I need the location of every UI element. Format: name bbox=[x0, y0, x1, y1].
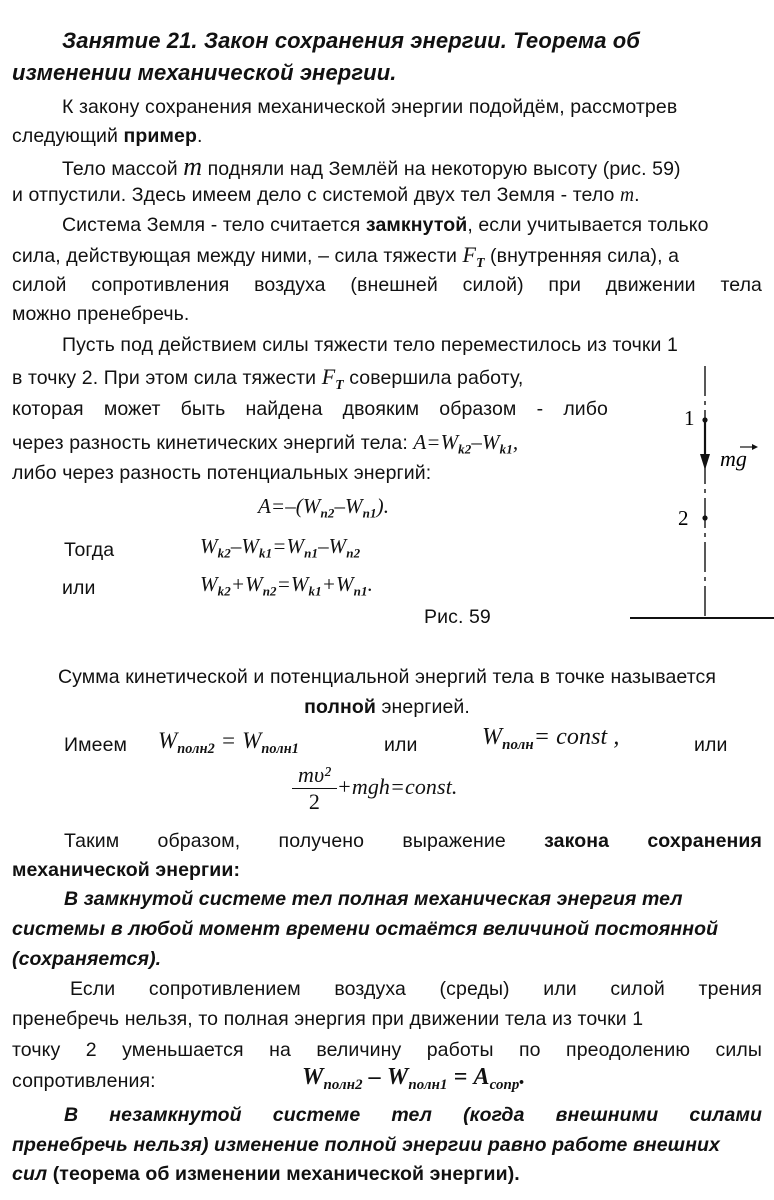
para3-line3: силой сопротивления воздуха (внешней силой) при движении тела bbox=[12, 274, 762, 296]
law-intro-line1: Таким образом, получено выражение закона сохранения bbox=[64, 830, 762, 852]
para3-line1: Система Земля - тело считается замкнутой, если учитывается только bbox=[62, 214, 709, 236]
resistance-line1: Если сопротивлением воздуха (среды) или силой трения bbox=[70, 978, 762, 1000]
theorem-line2: пренебречь нельзя) изменение полной энергии равно работе внешних bbox=[12, 1134, 720, 1156]
sum-definition-line2: полной энергией. bbox=[304, 696, 470, 718]
or-label: или bbox=[62, 577, 96, 599]
para4-line1: Пусть под действием силы тяжести тело переместилось из точки 1 bbox=[62, 334, 679, 356]
force-mg-label: mg bbox=[720, 446, 747, 471]
total-energy-equality-formula: $W_{полн2} = W_{полн1}$ bbox=[158, 728, 299, 757]
work-potential-formula: $A=-(W_{п2}-W_{п1})$. bbox=[258, 494, 390, 521]
para3-line2: сила, действующая между ними, – сила тяжести $F_T$ (внутренняя сила), а bbox=[12, 242, 680, 270]
gravity-arrowhead-icon bbox=[700, 454, 710, 470]
lesson-title-line1: Занятие 21. Закон сохранения энергии. Теорема об bbox=[62, 28, 641, 53]
total-energy-const-formula: $W_{полн}=$ const , bbox=[482, 724, 620, 754]
energy-sum-formula: $W_{k2}+W_{п2}=W_{k1}+W_{п1}$. bbox=[200, 572, 373, 599]
resistance-line4: сопротивления: bbox=[12, 1070, 156, 1092]
law-statement-line3: (сохраняется). bbox=[12, 948, 162, 970]
energy-difference-formula: $W_{k2}-W_{k1}=W_{п1}-W_{п2}$ bbox=[200, 534, 361, 561]
vector-arrow-icon bbox=[752, 444, 758, 450]
example-keyword: пример bbox=[123, 125, 198, 147]
or-label-3: или bbox=[694, 734, 728, 756]
resistance-line2: пренебречь нельзя, то полная энергия при движении тела из точки 1 bbox=[12, 1008, 644, 1030]
gravity-force-symbol: $F_T$ bbox=[462, 242, 485, 270]
para4-line4: через разность кинетических энергий тела: $A=W_{k2}-W_{k1}$, bbox=[12, 430, 519, 457]
or-label-2: или bbox=[384, 734, 418, 756]
para4-line2: в точку 2. При этом сила тяжести $F_T$ совершила работу, bbox=[12, 364, 524, 392]
have-label: Имеем bbox=[64, 734, 128, 756]
total-keyword: полной bbox=[304, 696, 376, 718]
energy-conservation-formula: $\frac{\text{mυ²}}{2}$ +mgh=const. bbox=[292, 760, 458, 815]
para2-line1: Тело массой m подняли над Землёй на некоторую высоту (рис. 59) bbox=[62, 152, 681, 181]
lesson-title-line2: изменении механической энергии. bbox=[12, 60, 397, 85]
point-2-label: 2 bbox=[678, 506, 689, 530]
point-1-label: 1 bbox=[684, 406, 695, 430]
para4-line5: либо через разность потенциальных энергий: bbox=[12, 462, 432, 484]
work-kinetic-formula: $A=W_{k2}-W_{k1}$, bbox=[413, 430, 519, 457]
then-label: Тогда bbox=[64, 539, 115, 561]
para4-line3: которая может быть найдена двояким образом - либо bbox=[12, 398, 608, 420]
point-2-dot bbox=[702, 515, 707, 520]
para1-line1: К закону сохранения механической энергии подойдём, рассмотрев bbox=[62, 96, 678, 118]
theorem-line3: сил (теорема об изменении механической энергии). bbox=[12, 1163, 520, 1185]
law-statement-line2: системы в любой момент времени остаётся величиной постоянной bbox=[12, 918, 719, 940]
figure-59-diagram bbox=[620, 360, 774, 630]
law-statement-line1: В замкнутой системе тел полная механическая энергия тел bbox=[64, 888, 683, 910]
theorem-line1: В незамкнутой системе тел (когда внешними силами bbox=[64, 1104, 762, 1126]
resistance-line3: точку 2 уменьшается на величину работы по преодолению силы bbox=[12, 1039, 762, 1061]
resistance-work-formula: $W_{полн2} - W_{полн1} = A_{сопр}$. bbox=[302, 1064, 526, 1094]
law-intro-line2: механической энергии: bbox=[12, 859, 241, 881]
para2-line2: и отпустили. Здесь имеем дело с системой двух тел Земля - тело m. bbox=[12, 184, 640, 206]
conservation-law-keyword: закона сохранения bbox=[544, 830, 762, 852]
sum-definition-line1: Сумма кинетической и потенциальной энергий тела в точке называется bbox=[57, 666, 717, 688]
figure-caption: Рис. 59 bbox=[424, 606, 491, 628]
kinetic-energy-fraction: $\frac{\text{mυ²}}{2}$ bbox=[292, 762, 337, 815]
para3-line4: можно пренебречь. bbox=[12, 303, 190, 325]
para1-line2: следующий пример. bbox=[12, 125, 203, 147]
closed-keyword: замкнутой bbox=[365, 214, 468, 236]
point-1-dot bbox=[702, 417, 707, 422]
